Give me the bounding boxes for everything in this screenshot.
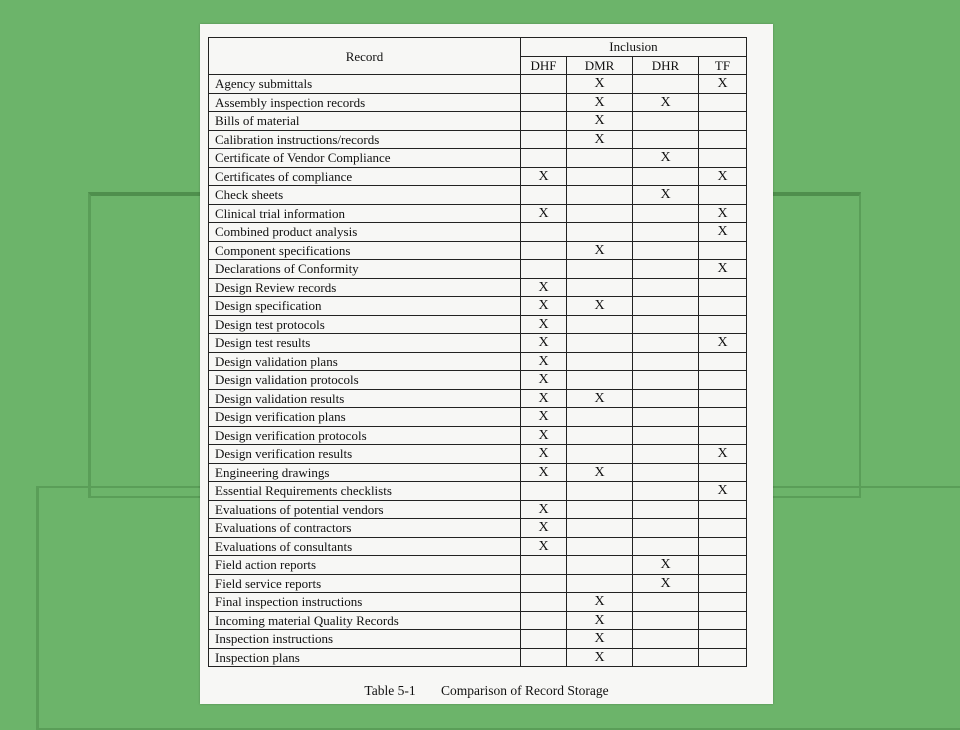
table-row	[209, 130, 747, 149]
dmr-inclusion-cell	[567, 500, 633, 519]
table-row	[209, 593, 747, 612]
table-row	[209, 500, 747, 519]
dhf-inclusion-cell	[521, 482, 567, 501]
tf-inclusion-cell: X	[699, 445, 747, 464]
tf-inclusion-cell	[699, 186, 747, 205]
dhr-inclusion-cell: X	[633, 574, 699, 593]
table-row	[209, 519, 747, 538]
table-row	[209, 389, 747, 408]
dhf-inclusion-cell: X	[521, 389, 567, 408]
tf-inclusion-cell: X	[699, 260, 747, 279]
record-name-cell: Design Review records	[209, 278, 521, 297]
dhf-inclusion-cell	[521, 149, 567, 168]
tf-inclusion-cell	[699, 315, 747, 334]
dhr-inclusion-cell	[633, 75, 699, 94]
tf-inclusion-cell	[699, 297, 747, 316]
dmr-inclusion-cell: X	[567, 593, 633, 612]
dhf-inclusion-cell	[521, 574, 567, 593]
dmr-inclusion-cell: X	[567, 611, 633, 630]
table-row	[209, 574, 747, 593]
dhf-inclusion-cell	[521, 112, 567, 131]
dhf-inclusion-cell: X	[521, 445, 567, 464]
table-row	[209, 260, 747, 279]
record-name-cell: Component specifications	[209, 241, 521, 260]
tf-inclusion-cell	[699, 241, 747, 260]
record-name-cell: Design test results	[209, 334, 521, 353]
tf-inclusion-cell: X	[699, 204, 747, 223]
dmr-inclusion-cell	[567, 223, 633, 242]
record-name-cell: Engineering drawings	[209, 463, 521, 482]
dhf-inclusion-cell	[521, 630, 567, 649]
record-storage-table	[208, 37, 747, 667]
record-name-cell: Inspection instructions	[209, 630, 521, 649]
dhf-inclusion-cell: X	[521, 408, 567, 427]
record-name-cell: Design validation results	[209, 389, 521, 408]
record-name-cell: Agency submittals	[209, 75, 521, 94]
dhr-inclusion-cell	[633, 445, 699, 464]
table-row	[209, 149, 747, 168]
dmr-inclusion-cell	[567, 334, 633, 353]
dmr-inclusion-cell: X	[567, 75, 633, 94]
record-name-cell: Field service reports	[209, 574, 521, 593]
table-row	[209, 334, 747, 353]
record-name-cell: Design test protocols	[209, 315, 521, 334]
tf-inclusion-cell	[699, 537, 747, 556]
dhr-inclusion-cell: X	[633, 149, 699, 168]
record-name-cell: Assembly inspection records	[209, 93, 521, 112]
table-row	[209, 297, 747, 316]
dmr-inclusion-cell: X	[567, 297, 633, 316]
tf-inclusion-cell	[699, 593, 747, 612]
dmr-inclusion-cell	[567, 167, 633, 186]
record-name-cell: Final inspection instructions	[209, 593, 521, 612]
dmr-inclusion-cell	[567, 574, 633, 593]
dhf-inclusion-cell	[521, 130, 567, 149]
dhf-inclusion-cell	[521, 611, 567, 630]
table-row	[209, 204, 747, 223]
dmr-inclusion-cell	[567, 445, 633, 464]
dhf-inclusion-cell: X	[521, 500, 567, 519]
dmr-inclusion-cell	[567, 371, 633, 390]
table-row	[209, 556, 747, 575]
dhf-inclusion-cell: X	[521, 334, 567, 353]
dhr-inclusion-cell	[633, 611, 699, 630]
dmr-inclusion-cell	[567, 519, 633, 538]
document-page	[200, 24, 773, 704]
table-row	[209, 630, 747, 649]
caption-number: Table 5-1	[364, 683, 416, 698]
tf-inclusion-cell: X	[699, 75, 747, 94]
dhr-inclusion-cell	[633, 371, 699, 390]
tf-inclusion-cell	[699, 408, 747, 427]
dhf-inclusion-cell	[521, 241, 567, 260]
tf-inclusion-cell	[699, 426, 747, 445]
dhr-inclusion-cell	[633, 500, 699, 519]
table-row	[209, 278, 747, 297]
tf-inclusion-cell	[699, 556, 747, 575]
dhr-column-header: DHR	[633, 56, 699, 75]
table-row	[209, 408, 747, 427]
table-row	[209, 93, 747, 112]
dhr-inclusion-cell	[633, 334, 699, 353]
record-name-cell: Inspection plans	[209, 648, 521, 667]
dhr-inclusion-cell	[633, 130, 699, 149]
table-row	[209, 167, 747, 186]
tf-inclusion-cell	[699, 519, 747, 538]
dhr-inclusion-cell	[633, 389, 699, 408]
dmr-inclusion-cell	[567, 204, 633, 223]
dhf-inclusion-cell	[521, 223, 567, 242]
dhr-inclusion-cell	[633, 112, 699, 131]
dhr-inclusion-cell	[633, 593, 699, 612]
dhf-inclusion-cell: X	[521, 352, 567, 371]
dhr-inclusion-cell: X	[633, 93, 699, 112]
dhf-column-header: DHF	[521, 56, 567, 75]
dhf-inclusion-cell: X	[521, 278, 567, 297]
dhf-inclusion-cell	[521, 556, 567, 575]
record-name-cell: Design specification	[209, 297, 521, 316]
dhr-inclusion-cell	[633, 297, 699, 316]
record-name-cell: Incoming material Quality Records	[209, 611, 521, 630]
record-name-cell: Field action reports	[209, 556, 521, 575]
dmr-inclusion-cell	[567, 556, 633, 575]
tf-inclusion-cell	[699, 500, 747, 519]
table-row	[209, 75, 747, 94]
record-name-cell: Certificates of compliance	[209, 167, 521, 186]
dhr-inclusion-cell	[633, 408, 699, 427]
dhf-inclusion-cell	[521, 648, 567, 667]
dmr-column-header: DMR	[567, 56, 633, 75]
table-body	[209, 75, 747, 667]
table-row	[209, 112, 747, 131]
dhf-inclusion-cell: X	[521, 537, 567, 556]
table-row	[209, 315, 747, 334]
dhr-inclusion-cell	[633, 463, 699, 482]
table-caption	[200, 683, 773, 699]
record-name-cell: Design verification results	[209, 445, 521, 464]
table-row	[209, 426, 747, 445]
dmr-inclusion-cell: X	[567, 463, 633, 482]
tf-inclusion-cell: X	[699, 223, 747, 242]
record-name-cell: Combined product analysis	[209, 223, 521, 242]
record-name-cell: Evaluations of contractors	[209, 519, 521, 538]
tf-inclusion-cell	[699, 463, 747, 482]
table-row	[209, 352, 747, 371]
dmr-inclusion-cell: X	[567, 648, 633, 667]
dmr-inclusion-cell: X	[567, 241, 633, 260]
dmr-inclusion-cell: X	[567, 630, 633, 649]
tf-inclusion-cell	[699, 112, 747, 131]
record-name-cell: Bills of material	[209, 112, 521, 131]
tf-inclusion-cell: X	[699, 482, 747, 501]
tf-column-header: TF	[699, 56, 747, 75]
dhr-inclusion-cell: X	[633, 556, 699, 575]
dhr-inclusion-cell	[633, 630, 699, 649]
tf-inclusion-cell	[699, 130, 747, 149]
dhf-inclusion-cell: X	[521, 371, 567, 390]
dhr-inclusion-cell	[633, 223, 699, 242]
dmr-inclusion-cell	[567, 482, 633, 501]
table-row	[209, 223, 747, 242]
dhr-inclusion-cell	[633, 278, 699, 297]
dhr-inclusion-cell	[633, 260, 699, 279]
record-name-cell: Certificate of Vendor Compliance	[209, 149, 521, 168]
dmr-inclusion-cell	[567, 278, 633, 297]
dmr-inclusion-cell: X	[567, 93, 633, 112]
record-name-cell: Design validation protocols	[209, 371, 521, 390]
table-header-row	[209, 38, 747, 57]
table-row	[209, 186, 747, 205]
dmr-inclusion-cell	[567, 352, 633, 371]
tf-inclusion-cell: X	[699, 334, 747, 353]
dmr-inclusion-cell	[567, 426, 633, 445]
dmr-inclusion-cell: X	[567, 130, 633, 149]
dhf-inclusion-cell	[521, 93, 567, 112]
record-name-cell: Essential Requirements checklists	[209, 482, 521, 501]
tf-inclusion-cell	[699, 93, 747, 112]
dhf-inclusion-cell	[521, 75, 567, 94]
dmr-inclusion-cell	[567, 537, 633, 556]
dhf-inclusion-cell: X	[521, 315, 567, 334]
caption-title: Comparison of Record Storage	[440, 683, 609, 698]
table-row	[209, 648, 747, 667]
tf-inclusion-cell	[699, 630, 747, 649]
tf-inclusion-cell	[699, 149, 747, 168]
dhf-inclusion-cell: X	[521, 463, 567, 482]
table-row	[209, 463, 747, 482]
table-row	[209, 537, 747, 556]
inclusion-column-header: Inclusion	[521, 38, 747, 57]
dhr-inclusion-cell	[633, 426, 699, 445]
dhf-inclusion-cell: X	[521, 204, 567, 223]
record-name-cell: Declarations of Conformity	[209, 260, 521, 279]
record-name-cell: Evaluations of consultants	[209, 537, 521, 556]
tf-inclusion-cell	[699, 352, 747, 371]
dhr-inclusion-cell	[633, 167, 699, 186]
dmr-inclusion-cell	[567, 408, 633, 427]
table-row	[209, 241, 747, 260]
dhf-inclusion-cell: X	[521, 519, 567, 538]
tf-inclusion-cell: X	[699, 167, 747, 186]
dhr-inclusion-cell	[633, 352, 699, 371]
dhf-inclusion-cell	[521, 593, 567, 612]
record-name-cell: Design validation plans	[209, 352, 521, 371]
dhf-inclusion-cell: X	[521, 297, 567, 316]
record-name-cell: Clinical trial information	[209, 204, 521, 223]
dhr-inclusion-cell: X	[633, 186, 699, 205]
record-name-cell: Design verification plans	[209, 408, 521, 427]
tf-inclusion-cell	[699, 611, 747, 630]
dmr-inclusion-cell	[567, 186, 633, 205]
record-column-header: Record	[209, 38, 521, 75]
table-row	[209, 611, 747, 630]
dhr-inclusion-cell	[633, 519, 699, 538]
dhr-inclusion-cell	[633, 537, 699, 556]
record-name-cell: Evaluations of potential vendors	[209, 500, 521, 519]
table-row	[209, 445, 747, 464]
record-name-cell: Calibration instructions/records	[209, 130, 521, 149]
tf-inclusion-cell	[699, 389, 747, 408]
table-row	[209, 371, 747, 390]
dmr-inclusion-cell	[567, 315, 633, 334]
dhf-inclusion-cell: X	[521, 167, 567, 186]
dhf-inclusion-cell	[521, 186, 567, 205]
dmr-inclusion-cell	[567, 149, 633, 168]
tf-inclusion-cell	[699, 371, 747, 390]
tf-inclusion-cell	[699, 648, 747, 667]
record-name-cell: Design verification protocols	[209, 426, 521, 445]
dhf-inclusion-cell: X	[521, 426, 567, 445]
dmr-inclusion-cell: X	[567, 389, 633, 408]
dmr-inclusion-cell	[567, 260, 633, 279]
dhr-inclusion-cell	[633, 315, 699, 334]
dmr-inclusion-cell: X	[567, 112, 633, 131]
dhf-inclusion-cell	[521, 260, 567, 279]
tf-inclusion-cell	[699, 574, 747, 593]
dhr-inclusion-cell	[633, 241, 699, 260]
table-row	[209, 482, 747, 501]
dhr-inclusion-cell	[633, 482, 699, 501]
tf-inclusion-cell	[699, 278, 747, 297]
dhr-inclusion-cell	[633, 204, 699, 223]
dhr-inclusion-cell	[633, 648, 699, 667]
record-name-cell: Check sheets	[209, 186, 521, 205]
